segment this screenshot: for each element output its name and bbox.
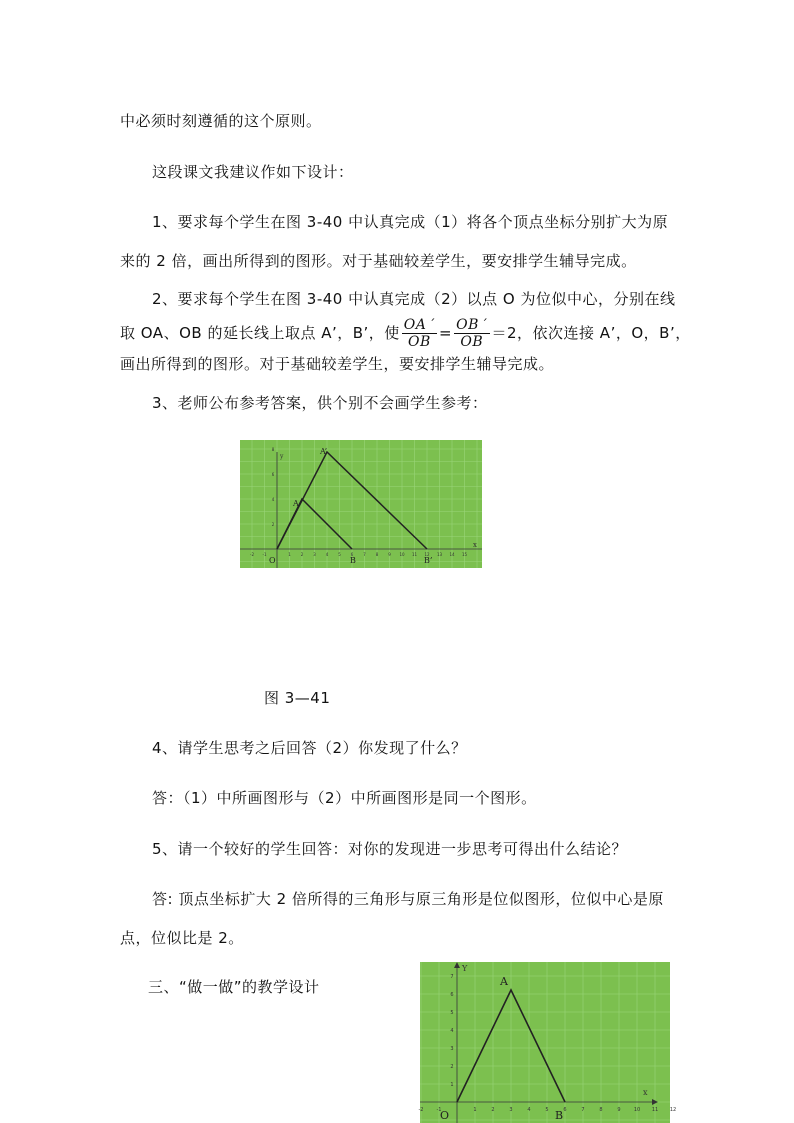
x-tick: 7 bbox=[581, 1107, 585, 1113]
x-tick: 1 bbox=[473, 1107, 477, 1113]
text-line-3: 1、要求每个学生在图 3-40 中认真完成（1）将各个顶点坐标分别扩大为原 bbox=[152, 213, 669, 231]
x-tick: 10 bbox=[633, 1107, 641, 1113]
fraction-2-numerator: OB ′ bbox=[456, 317, 488, 333]
y-tick: 8 bbox=[271, 447, 275, 452]
y-tick: 1 bbox=[450, 1082, 454, 1088]
section-heading-zuo-yi-zuo: 三、“做一做”的教学设计 bbox=[148, 978, 320, 996]
x-tick: -1 bbox=[436, 1107, 442, 1113]
y-tick: 5 bbox=[450, 1010, 454, 1016]
figure-1-y-label: y bbox=[280, 453, 284, 460]
figure-3-41 bbox=[240, 440, 482, 568]
figure-2-background bbox=[420, 962, 670, 1123]
text-line-13: 点，位似比是 2。 bbox=[120, 929, 244, 947]
y-tick: 4 bbox=[450, 1028, 454, 1034]
figure-2-x-label: x bbox=[643, 1088, 648, 1097]
text-line-8: 3、老师公布参考答案，供个别不会画学生参考： bbox=[152, 394, 488, 412]
x-tick: 9 bbox=[388, 552, 391, 557]
text-line-6-end: ＝2，依次连接 A’，O，B’， bbox=[491, 324, 691, 342]
y-tick: 2 bbox=[450, 1064, 454, 1070]
figure-2-label-a: A bbox=[500, 975, 508, 988]
x-tick: 3 bbox=[313, 552, 316, 557]
figure-2-svg bbox=[418, 962, 677, 1123]
figure-1-label-b-prime: B’ bbox=[424, 556, 433, 565]
x-tick: 9 bbox=[617, 1107, 621, 1113]
x-tick: 1 bbox=[288, 552, 291, 557]
x-tick: -2 bbox=[418, 1107, 424, 1113]
fraction-1-numerator: OA ′ bbox=[403, 317, 436, 333]
x-tick: 6 bbox=[350, 552, 354, 557]
fraction-ob-ob bbox=[454, 317, 489, 350]
figure-1-x-label: x bbox=[473, 541, 477, 549]
figure-1-label-a: A bbox=[293, 499, 299, 508]
figure-2-y-label: Y bbox=[462, 964, 468, 973]
x-tick: 13 bbox=[436, 552, 443, 557]
text-line-4: 来的 2 倍，画出所得到的图形。对于基础较差学生，要安排学生辅导完成。 bbox=[120, 252, 637, 270]
text-line-5: 2、要求每个学生在图 3-40 中认真完成（2）以点 O 为位似中心，分别在线 bbox=[152, 290, 676, 308]
x-tick: 12 bbox=[669, 1107, 677, 1113]
x-tick: 5 bbox=[338, 552, 341, 557]
text-line-6: 取 OA、OB 的延长线上取点 A’，B’，使 $\frac{OA '}{OB}$ = $\frac{OB '}{OB}$ ＝2，依次连接 A’，O，B’， bbox=[120, 317, 691, 350]
x-tick: 12 bbox=[424, 552, 430, 557]
x-tick: 10 bbox=[399, 552, 405, 557]
y-tick: 6 bbox=[271, 472, 275, 477]
figure-1-label-o: O bbox=[269, 556, 276, 565]
figure-1-label-b: B bbox=[350, 556, 356, 565]
y-tick: 4 bbox=[271, 497, 275, 502]
x-tick: 7 bbox=[363, 552, 366, 557]
x-tick: -1 bbox=[262, 552, 267, 557]
x-tick: 4 bbox=[527, 1107, 531, 1113]
x-tick: 2 bbox=[491, 1107, 495, 1113]
x-tick: 3 bbox=[509, 1107, 513, 1113]
x-tick: 11 bbox=[651, 1107, 659, 1113]
x-tick: 14 bbox=[449, 552, 455, 557]
y-tick: 7 bbox=[450, 974, 454, 980]
fraction-2-denominator: OB bbox=[460, 334, 484, 350]
figure-2-label-o: O bbox=[440, 1109, 450, 1122]
y-tick: 6 bbox=[450, 992, 454, 998]
fraction-oa-ob bbox=[402, 317, 437, 350]
x-tick: 4 bbox=[325, 552, 329, 557]
text-line-9: 4、请学生思考之后回答（2）你发现了什么？ bbox=[152, 739, 467, 757]
x-tick: -2 bbox=[250, 552, 254, 557]
text-line-7: 画出所得到的图形。对于基础较差学生，要安排学生辅导完成。 bbox=[120, 355, 555, 373]
y-tick: 3 bbox=[450, 1046, 454, 1052]
text-line-10: 答：（1）中所画图形与（2）中所画图形是同一个图形。 bbox=[152, 789, 537, 807]
y-tick: 2 bbox=[271, 522, 275, 527]
figure-1-label-a-prime: A’ bbox=[320, 447, 328, 456]
fraction-1-denominator: OB bbox=[408, 334, 431, 350]
text-line-6-start: 取 OA、OB 的延长线上取点 A’，B’，使 bbox=[120, 324, 400, 342]
figure-2-label-b: B bbox=[555, 1109, 564, 1122]
text-line-1: 中必须时刻遵循的这个原则。 bbox=[120, 112, 322, 130]
x-tick: 11 bbox=[411, 552, 418, 557]
x-tick: 15 bbox=[461, 552, 468, 557]
x-tick: 8 bbox=[599, 1107, 603, 1113]
x-tick: 5 bbox=[545, 1107, 549, 1113]
text-line-11: 5、请一个较好的学生回答：对你的发现进一步思考可得出什么结论？ bbox=[152, 840, 628, 858]
figure-zuo-yi-zuo bbox=[418, 962, 677, 1123]
x-tick: 2 bbox=[300, 552, 304, 557]
text-line-12: 答: 顶点坐标扩大 2 倍所得的三角形与原三角形是位似图形，位似中心是原 bbox=[152, 890, 664, 908]
figure-caption: 图 3—41 bbox=[264, 689, 331, 707]
x-tick: 8 bbox=[375, 552, 379, 557]
x-tick: 6 bbox=[563, 1107, 567, 1113]
text-line-2: 这段课文我建议作如下设计： bbox=[152, 163, 354, 181]
figure-3-41-svg bbox=[240, 440, 482, 568]
